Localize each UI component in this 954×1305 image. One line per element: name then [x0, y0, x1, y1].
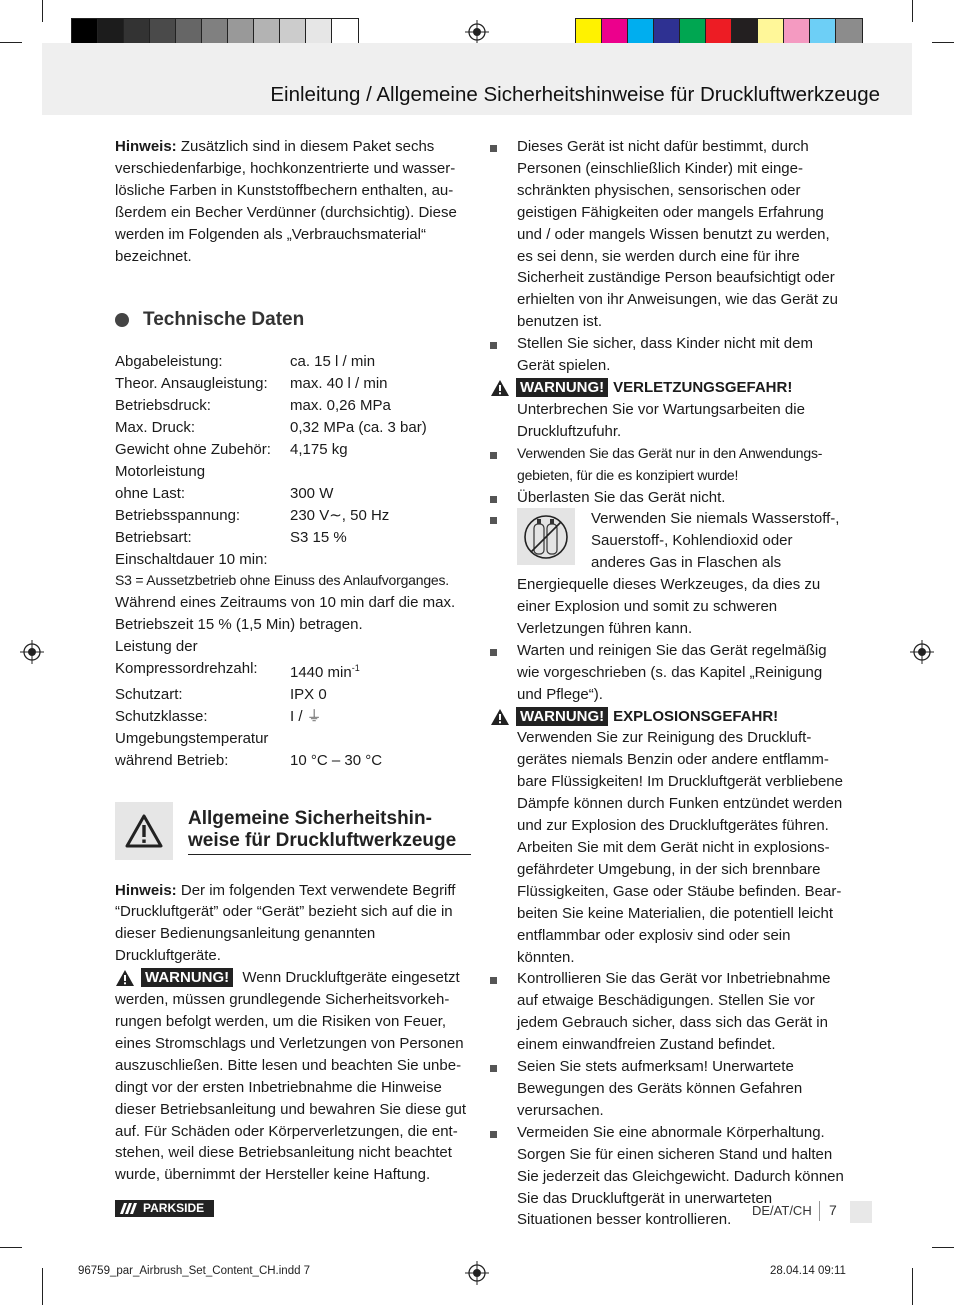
- spec-label: Leistung der: [115, 638, 198, 656]
- warning-badge: WARNUNG!: [516, 707, 608, 726]
- list-item: Dieses Gerät ist nicht dafür bestimmt, durch Personen (einschließlich Kinder) mit einge-schränkten physischen, sensorischen oder geistigen Fähigkeiten oder mangels Erfahrung und / oder mangels Wissen benutzt zu werden, es sei denn, sie werden durch eine für ihre Sicherheit zuständige Person beaufsichtigt oder erhielten von ihr Anweisungen, wie das Gerät zu benutzen ist.: [490, 136, 844, 333]
- list-item: Überlasten Sie das Gerät nicht.: [490, 487, 844, 509]
- spec-row: [115, 483, 471, 505]
- warning-paragraph: [115, 967, 471, 1186]
- crop-mark: [912, 1268, 913, 1305]
- spec-value: [290, 439, 471, 461]
- note-paragraph: [115, 136, 471, 267]
- color-swatch: [228, 19, 254, 46]
- warning-block: [490, 706, 844, 728]
- spec-key: Betriebsspannung:: [115, 506, 241, 524]
- warning-heading: VERLETZUNGSGEFAHR!: [613, 378, 793, 396]
- list-item: Warten und reinigen Sie das Gerät regelmäßig wie vorgeschrieben (s. das Kapitel „Reinigung und Pflege“).: [490, 640, 844, 706]
- warning-text: Wenn Druckluftgeräte eingesetzt werden, müssen grundlegende Sicherheitsvorkeh-rungen befolgt werden, um die Risiken von Feuer, eines Stromschlags und Verletzungen von Personen auszuschließen. Bitte lesen und beachten Sie unbe-dingt vor der ersten Inbetriebnahme die Hinweise dieser Betriebsanleitung und bewahren Sie diese gut auf. Für Schäden oder Körperverletzungen, die ent-stehen, weil diese Betriebsanleitung nicht beachtet wurde, übernimmt der Hersteller keine Haftung.: [115, 969, 467, 1184]
- color-swatch: [280, 19, 306, 46]
- note-label: Hinweis:: [115, 138, 177, 155]
- footer-tab-box: [850, 1201, 872, 1223]
- crop-mark: [0, 42, 22, 43]
- color-swatch: [150, 19, 176, 46]
- crop-mark: [912, 0, 913, 22]
- spec-value: [290, 351, 471, 373]
- color-swatch: [758, 19, 784, 46]
- spec-list: [115, 351, 471, 461]
- technical-data-heading: [115, 309, 471, 331]
- spec-value-superscript: -1: [351, 663, 360, 674]
- spec-value: [290, 395, 471, 417]
- spec-value-text: IPX 0: [290, 685, 327, 703]
- color-swatch: [836, 19, 862, 46]
- color-swatch: [306, 19, 332, 46]
- spec-value: [290, 684, 471, 706]
- list-item: Verwenden Sie das Gerät nur in den Anwendungs-gebieten, für die es konzipiert wurde!: [490, 443, 844, 487]
- registration-mark-icon: [20, 640, 44, 664]
- spec-list: [115, 483, 471, 549]
- spec-value: [290, 483, 471, 505]
- note-label: Hinweis:: [115, 881, 177, 899]
- spec-key: ohne Last:: [115, 484, 186, 502]
- warning-triangle-icon: [115, 802, 173, 860]
- spec-value-text: 1440 min: [290, 664, 352, 682]
- safety-section-heading: [115, 802, 471, 860]
- color-swatch: [680, 19, 706, 46]
- spec-value-text: max. 0,26 MPa: [290, 397, 391, 415]
- color-swatch: [654, 19, 680, 46]
- right-column: [490, 136, 844, 1231]
- spec-value: [290, 505, 471, 527]
- left-column: [115, 136, 471, 1186]
- spec-row: [115, 750, 471, 772]
- crop-mark: [42, 1268, 43, 1305]
- color-swatch: [176, 19, 202, 46]
- list-item: Vermeiden Sie eine abnormale Körperhaltung. Sorgen Sie für einen sicheren Stand und halten Sie jederzeit das Gleichgewicht. Dadurch können Sie das Druckluftgerät in unerwarteten Situationen besser kontrollieren.: [490, 1122, 844, 1232]
- warning-triangle-icon: [115, 969, 135, 987]
- note-text: Zusätzlich sind in diesem Paket sechs verschiedenfarbige, hochkonzentrierte und wasser-lösliche Farben in Kunststoffbechern enthalten, au-ßerdem ein Becher Verdünner (durchsichtig). Diese werden im Folgenden als „Verbrauchsmaterial“ bezeichnet.: [115, 138, 457, 265]
- spec-key: Gewicht ohne Zubehör:: [115, 440, 271, 458]
- spec-value: [290, 658, 471, 684]
- spec-row: [115, 706, 471, 728]
- spec-key: Schutzklasse:: [115, 707, 208, 725]
- registration-mark-icon: [910, 640, 934, 664]
- warning-badge: WARNUNG!: [516, 378, 608, 397]
- spec-note: Während eines Zeitraums von 10 min darf die max. Betriebszeit 15 % (1,5 Min) betragen.: [115, 594, 456, 634]
- color-swatch: [72, 19, 98, 46]
- crop-mark: [932, 42, 954, 43]
- spec-value-text: 230 V∼, 50 Hz: [290, 506, 390, 524]
- spec-row: [115, 351, 471, 373]
- spec-value: [290, 750, 471, 772]
- warning-text: Arbeiten Sie mit dem Gerät nicht in explosions-gefährdeter Umgebung, in der sich brennbare Flüssigkeiten, Gase oder Stäube befinden. Bear-beiten Sie keine Materialien, die potentiell leicht entflammbar oder explosiv sind oder sein könnten.: [517, 839, 842, 966]
- footer-language: DE/AT/CH: [752, 1203, 812, 1218]
- page-title: Einleitung / Allgemeine Sicherheitshinweise für Druckluftwerkzeuge: [270, 83, 880, 106]
- spec-key: Schutzart:: [115, 685, 183, 703]
- gas-cylinder-prohibited-icon: [517, 508, 575, 565]
- page-number: 7: [829, 1202, 837, 1218]
- spec-value-text: 300 W: [290, 484, 334, 502]
- spec-row: [115, 373, 471, 395]
- spec-value: [290, 417, 471, 439]
- spec-label: Umgebungstemperatur: [115, 729, 269, 747]
- list-item-text: Verwenden Sie niemals Wasserstoff-, Sauerstoff-, Kohlendioxid oder anderes Gas in Flaschen als Energiequelle dieses Werkzeuges, da dies zu einer Explosion und somit zu schweren Verletzungen führen kann.: [517, 510, 840, 637]
- note-text: Der im folgenden Text verwendete Begriff “Druckluftgerät” oder “Gerät” bezieht sich auf die in dieser Bedienungsanleitung genannten Druckluftgeräte.: [115, 881, 456, 965]
- spec-key: während Betrieb:: [115, 751, 229, 769]
- list-item: Kontrollieren Sie das Gerät vor Inbetriebnahme auf etwaige Beschädigungen. Stellen Sie vor jedem Gebrauch sicher, dass sich das Gerät in einem einwandfreien Zustand befindet.: [490, 968, 844, 1056]
- spec-key: Max. Druck:: [115, 419, 196, 437]
- warning-triangle-icon: [490, 708, 510, 726]
- color-swatch: [706, 19, 732, 46]
- registration-mark-icon: [465, 20, 489, 44]
- section-bullet-icon: [115, 313, 129, 327]
- color-swatch: [254, 19, 280, 46]
- spec-row: [115, 439, 471, 461]
- spec-note: S3 = Aussetzbetrieb ohne Einuss des Anlaufvorganges.: [115, 572, 450, 589]
- spec-value: [290, 373, 471, 395]
- spec-key: Betriebsart:: [115, 528, 192, 546]
- color-swatch: [576, 19, 602, 46]
- slug-date: 28.04.14 09:11: [770, 1265, 846, 1277]
- color-swatch: [628, 19, 654, 46]
- logo-stripes-icon: [120, 1203, 138, 1214]
- slug-filename: 96759_par_Airbrush_Set_Content_CH.indd 7: [78, 1265, 311, 1277]
- spec-list: [115, 658, 471, 728]
- warning-badge: WARNUNG!: [141, 968, 233, 987]
- color-swatch: [332, 19, 358, 46]
- spec-row: [115, 505, 471, 527]
- warning-triangle-icon: [490, 379, 510, 397]
- color-swatch: [784, 19, 810, 46]
- spec-value-text: 0,32 MPa (ca. 3 bar): [290, 419, 427, 437]
- parkside-logo: [115, 1200, 214, 1217]
- crop-mark: [932, 1247, 954, 1248]
- spec-value-text: I / ⏚: [290, 707, 322, 725]
- logo-text: PARKSIDE: [143, 1201, 205, 1215]
- spec-row: [115, 417, 471, 439]
- spec-value-text: ca. 15 l / min: [290, 353, 376, 371]
- spec-row: [115, 684, 471, 706]
- color-swatch: [602, 19, 628, 46]
- spec-value: [290, 527, 471, 549]
- spec-key: Theor. Ansaugleistung:: [115, 375, 268, 393]
- spec-row: [115, 527, 471, 549]
- spec-key: Betriebsdruck:: [115, 397, 211, 415]
- warning-block: [490, 377, 844, 399]
- spec-value-text: 4,175 kg: [290, 440, 348, 458]
- warning-text: Unterbrechen Sie vor Wartungsarbeiten die Druckluftzufuhr.: [517, 400, 805, 440]
- spec-value-text: max. 40 l / min: [290, 375, 388, 393]
- footer-divider: [819, 1201, 820, 1221]
- spec-row: [115, 395, 471, 417]
- color-swatch: [732, 19, 758, 46]
- spec-value: [290, 706, 471, 728]
- warning-text: Verwenden Sie zur Reinigung des Druckluft-gerätes niemals Benzin oder andere entflamm-bare Flüssigkeiten! Im Druckluftgerät verbliebene Dämpfe können durch Funken entzündet werden und zur Explosion des Druckluftgerätes führen.: [517, 729, 843, 835]
- spec-list: [115, 750, 471, 772]
- color-swatch: [810, 19, 836, 46]
- warning-heading: EXPLOSIONSGEFAHR!: [613, 707, 779, 725]
- spec-key: Abgabeleistung:: [115, 353, 223, 371]
- crop-mark: [42, 0, 43, 22]
- spec-label: Einschaltdauer 10 min:: [115, 550, 268, 568]
- color-swatch: [98, 19, 124, 46]
- spec-key: Kompressordrehzahl:: [115, 660, 258, 678]
- safety-title: Allgemeine Sicherheitshin-weise für Druckluftwerkzeuge: [188, 802, 471, 855]
- technical-data-title: Technische Daten: [143, 309, 305, 331]
- list-item: Seien Sie stets aufmerksam! Unerwartete Bewegungen des Geräts können Gefahren verursachen.: [490, 1056, 844, 1122]
- color-swatch: [124, 19, 150, 46]
- spec-label: Motorleistung: [115, 462, 206, 480]
- note-paragraph: [115, 880, 471, 968]
- crop-mark: [0, 1247, 22, 1248]
- color-swatch: [202, 19, 228, 46]
- list-item: Stellen Sie sicher, dass Kinder nicht mit dem Gerät spielen.: [490, 333, 844, 377]
- spec-row: [115, 658, 471, 684]
- spec-value-text: 10 °C – 30 °C: [290, 751, 383, 769]
- spec-value-text: S3 15 %: [290, 528, 347, 546]
- registration-mark-icon: [465, 1261, 489, 1285]
- list-item-with-image: [490, 508, 844, 639]
